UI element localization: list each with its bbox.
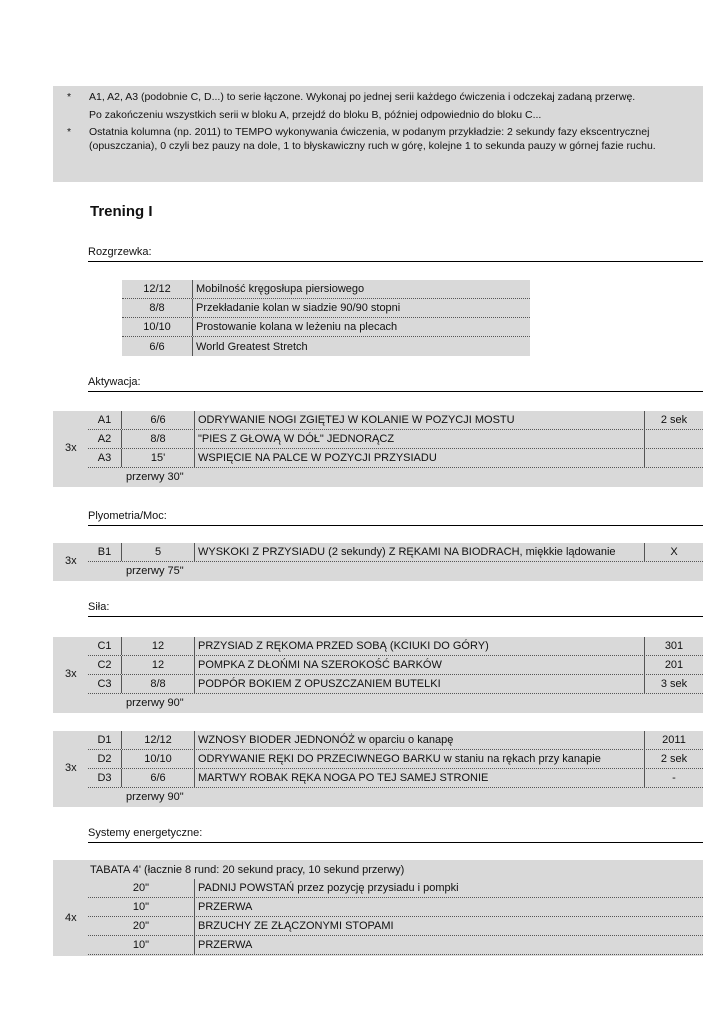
reps-cell: 12: [121, 637, 194, 655]
exercise-cell: Prostowanie kolana w leżeniu na plecach: [192, 318, 530, 336]
exercise-id: B1: [97, 546, 112, 558]
sets-label: 3x: [65, 442, 77, 454]
table-row: [122, 280, 530, 299]
exercise-cell: PODPÓR BOKIEM Z OPUSZCZANIEM BUTELKI: [194, 675, 644, 693]
tempo-cell: 2 sek: [644, 411, 703, 429]
note-bullet: *: [67, 91, 72, 103]
rest-label: przerwy 30": [126, 471, 184, 483]
reps-cell: 15': [121, 449, 194, 467]
exercise-cell: PRZERWA: [194, 936, 703, 954]
exercise-cell: Przekładanie kolan w siadzie 90/90 stopni: [192, 299, 530, 317]
exercise-cell: PRZYSIAD Z RĘKOMA PRZED SOBĄ (KCIUKI DO GÓRY): [194, 637, 644, 655]
exercise-cell: Mobilność kręgosłupa piersiowego: [192, 280, 530, 298]
block-b: [53, 543, 703, 581]
notes-box: [53, 86, 703, 182]
note-text: Ostatnia kolumna (np. 2011) to TEMPO wykonywania ćwiczenia, w podanym przykładzie: 2 sekundy fazy ekscentrycznej (opuszczania), 0 czyli bez pauzy na dole, 1 to błyskawiczny ruch w górę, kolejne 1 to sekunda pauzy w górnej fazie ruchu.: [89, 126, 656, 152]
note-bullet: *: [67, 126, 72, 138]
sets-label: 4x: [65, 912, 77, 924]
reps-cell: 8/8: [149, 302, 165, 314]
tempo-cell: 301: [644, 637, 703, 655]
block-c: [53, 637, 703, 713]
rest-label: przerwy 90": [126, 697, 184, 709]
table-row: [88, 750, 703, 769]
warmup-table: [122, 280, 530, 356]
note-item: [61, 91, 695, 105]
exercise-cell: WZNOSY BIODER JEDNONÓŻ w oparciu o kanapę: [194, 731, 644, 749]
tempo-cell: -: [644, 769, 703, 787]
time-cell: 10": [132, 939, 150, 951]
table-row: [88, 543, 703, 562]
table-row: [88, 769, 703, 788]
exercise-cell: ODRYWANIE RĘKI DO PRZECIWNEGO BARKU w staniu na rękach przy kanapie: [194, 750, 644, 768]
table-row: [88, 898, 703, 917]
block-a: [53, 411, 703, 487]
table-row: [88, 411, 703, 430]
table-row: [88, 449, 703, 468]
exercise-cell: WYSKOKI Z PRZYSIADU (2 sekundy) Z RĘKAMI NA BIODRACH, miękkie lądowanie: [194, 543, 644, 561]
note-item: [61, 109, 695, 123]
note-bullet: [61, 109, 89, 123]
exercise-cell: ODRYWANIE NOGI ZGIĘTEJ W KOLANIE W POZYCJI MOSTU: [194, 411, 644, 429]
page-title: Trening I: [90, 203, 153, 220]
reps-cell: 6/6: [149, 340, 165, 353]
time-cell: 20": [132, 882, 150, 894]
section-heading-plyometrics: Plyometria/Moc:: [88, 510, 703, 526]
tabata-block: [53, 860, 703, 956]
exercise-cell: PRZERWA: [194, 898, 703, 916]
tempo-cell: [644, 430, 703, 448]
exercise-cell: POMPKA Z DŁOŃMI NA SZEROKOŚĆ BARKÓW: [194, 656, 644, 674]
section-heading-strength: Siła:: [88, 601, 703, 617]
reps-cell: 12/12: [143, 283, 171, 295]
exercise-cell: BRZUCHY ZE ZŁĄCZONYMI STOPAMI: [194, 917, 703, 935]
exercise-cell: WSPIĘCIE NA PALCE W POZYCJI PRZYSIADU: [194, 449, 644, 467]
reps-cell: 6/6: [121, 769, 194, 787]
table-row: [122, 337, 530, 356]
table-row: [88, 879, 703, 898]
table-row: [88, 637, 703, 656]
table-row: [88, 917, 703, 936]
rest-label: przerwy 75": [126, 565, 184, 577]
exercise-id: A3: [97, 452, 112, 464]
sets-label: 3x: [65, 762, 77, 774]
time-cell: 20": [132, 920, 150, 932]
exercise-id: D1: [97, 734, 112, 746]
reps-cell: 8/8: [121, 675, 194, 693]
table-row: [122, 299, 530, 318]
reps-cell: 10/10: [121, 750, 194, 768]
tempo-cell: [644, 449, 703, 467]
tempo-cell: 2 sek: [644, 750, 703, 768]
section-heading-activation: Aktywacja:: [88, 376, 703, 392]
reps-cell: 8/8: [121, 430, 194, 448]
block-d: [53, 731, 703, 807]
exercise-id: A1: [97, 414, 112, 426]
rest-label: przerwy 90": [126, 791, 184, 803]
sets-label: 3x: [65, 555, 77, 567]
sets-label: 3x: [65, 668, 77, 680]
section-heading-warmup: Rozgrzewka:: [88, 246, 703, 262]
exercise-cell: "PIES Z GŁOWĄ W DÓŁ" JEDNORĄCZ: [194, 430, 644, 448]
tabata-header-text: TABATA 4' (łacznie 8 rund: 20 sekund pracy, 10 sekund przerwy): [90, 863, 405, 876]
table-row: [88, 675, 703, 694]
exercise-id: C1: [97, 640, 112, 652]
tabata-header: [88, 860, 703, 879]
note-text: A1, A2, A3 (podobnie C, D...) to serie łączone. Wykonaj po jednej serii każdego ćwiczenia i odczekaj zadaną przerwę.: [89, 91, 636, 103]
exercise-id: D2: [97, 753, 112, 765]
table-row: [122, 318, 530, 337]
time-cell: 10": [132, 901, 150, 913]
table-row: [88, 430, 703, 449]
reps-cell: 12/12: [121, 731, 194, 749]
reps-cell: 12: [121, 656, 194, 674]
exercise-cell: MARTWY ROBAK RĘKA NOGA PO TEJ SAMEJ STRONIE: [194, 769, 644, 787]
reps-cell: 6/6: [121, 411, 194, 429]
tempo-cell: X: [644, 543, 703, 561]
note-item: [61, 126, 695, 153]
exercise-id: C3: [97, 678, 112, 690]
exercise-cell: World Greatest Stretch: [192, 337, 530, 356]
tempo-cell: 201: [644, 656, 703, 674]
note-text: Po zakończeniu wszystkich serii w bloku A, przejdź do bloku B, później odpowiednio do bloku C...: [89, 108, 542, 121]
exercise-id: A2: [97, 433, 112, 445]
tempo-cell: 2011: [644, 731, 703, 749]
table-row: [88, 731, 703, 750]
tempo-cell: 3 sek: [644, 675, 703, 693]
table-row: [88, 936, 703, 955]
exercise-id: C2: [97, 659, 112, 671]
reps-cell: 5: [121, 543, 194, 561]
exercise-cell: PADNIJ POWSTAŃ przez pozycję przysiadu i pompki: [194, 879, 703, 897]
reps-cell: 10/10: [143, 321, 171, 333]
table-row: [88, 656, 703, 675]
exercise-id: D3: [97, 772, 112, 784]
section-heading-energy: Systemy energetyczne:: [88, 827, 703, 843]
